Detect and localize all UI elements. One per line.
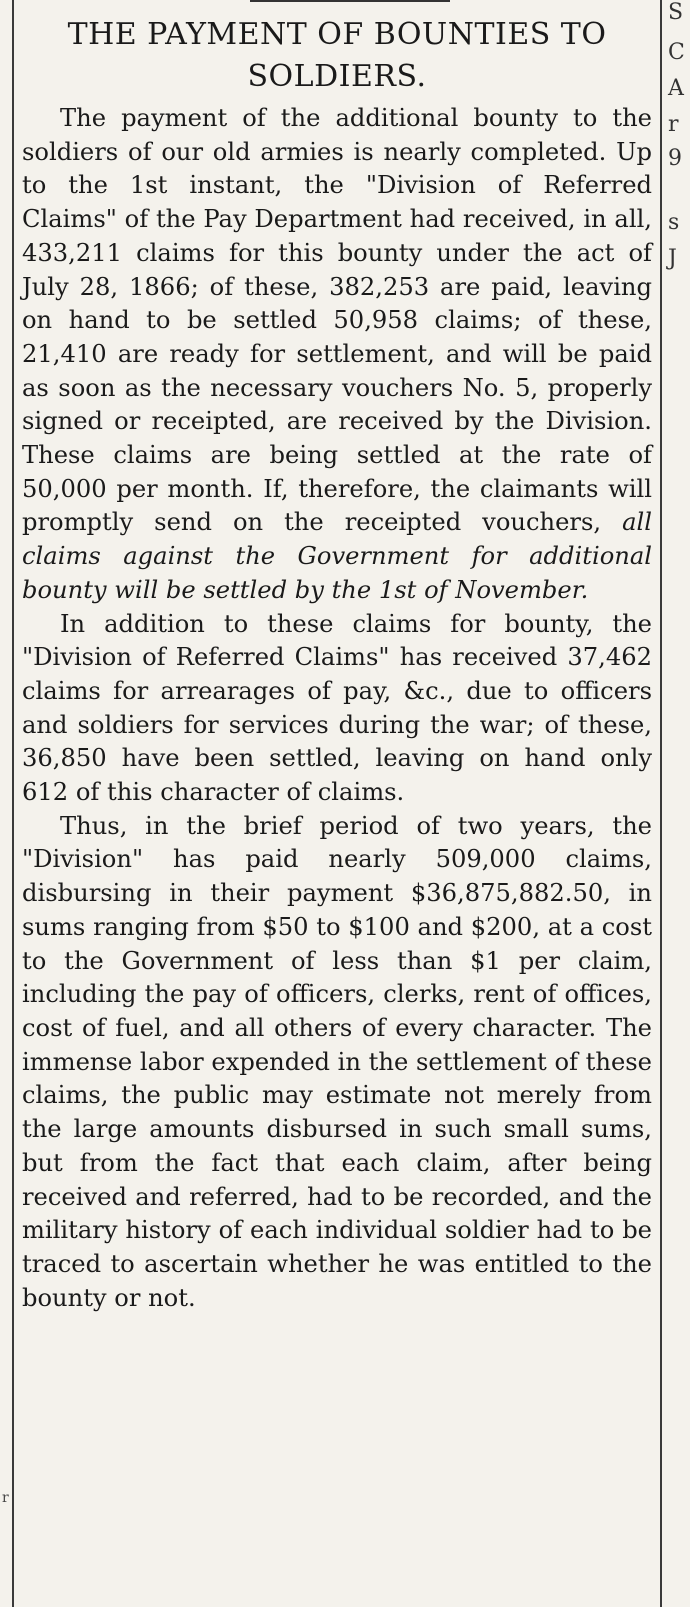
paragraph-text: In addition to these claims for bounty, the "Division of Referred Claims" has received 37,462 claims for arrearages of pay, &c., due to officers and soldiers for services during the war; of these, 36,850 have been settled, leaving on hand only 612 of this character of claims.: [22, 609, 652, 807]
right-margin-fragment: C: [668, 40, 685, 65]
left-column-rule: [12, 0, 14, 1607]
article-paragraph: [22, 102, 652, 608]
article-paragraph: [22, 810, 652, 1316]
left-margin-strip: [0, 0, 12, 1607]
adjacent-column-fragments: [662, 0, 690, 1607]
left-margin-fragment: r: [2, 1490, 9, 1506]
top-ornament-rule: [250, 0, 450, 10]
paragraph-text: The payment of the additional bounty to the soldiers of our old armies is nearly completed. Up to the 1st instant, the "Division of Referred Claims" of the Pay Department had received, in all, 433,211 claims for this bounty under the act of July 28, 1866; of these, 382,253 are paid, leaving on hand to be settled 50,958 claims; of these, 21,410 are ready for settlement, and will be paid as soon as the necessary vouchers No. 5, properly signed or receipted, are received by the Division. These claims are being settled at the rate of 50,000 per month. If, therefore, the claimants will promptly send on the receipted vouchers,: [22, 104, 652, 537]
right-margin-fragment: 9: [668, 146, 682, 171]
article-headline: THE PAYMENT OF BOUNTIES TO SOLDIERS.: [67, 17, 607, 94]
right-margin-fragment: r: [668, 112, 679, 137]
emphasized-text: all claims against the Government for additional bounty will be settled by the 1st of November.: [22, 508, 652, 604]
paragraph-text: Thus, in the brief period of two years, the "Division" has paid nearly 509,000 claims, disbursing in their payment $36,875,882.50, in sums ranging from $50 to $100 and $200, at a cost to the Government of less than $1 per claim, including the pay of officers, clerks, rent of offices, cost of fuel, and all others of every character. The immense labor expended in the settlement of these claims, the public may estimate not merely from the large amounts disbursed in such small sums, but from the fact that each claim, after being received and referred, had to be recorded, and the military history of each individual soldier had to be traced to ascertain whether he was entitled to the bounty or not.: [22, 811, 652, 1312]
right-margin-fragment: s: [668, 210, 680, 235]
right-margin-fragment: S: [668, 0, 684, 25]
right-margin-fragment: J: [668, 246, 677, 271]
article-paragraph: [22, 608, 652, 810]
right-margin-fragment: A: [668, 76, 684, 101]
newspaper-article: [22, 14, 652, 1315]
